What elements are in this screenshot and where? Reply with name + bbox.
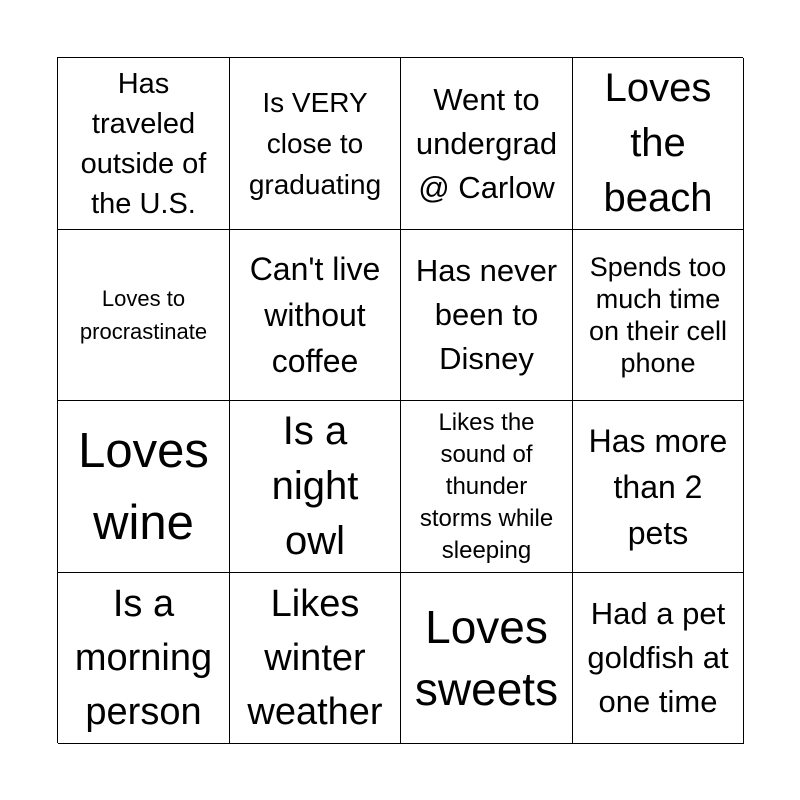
cell-label: Is VERY close to graduating <box>248 87 382 200</box>
cell-label: Is a night owl <box>271 409 359 563</box>
cell-label: Has traveled outside of the U.S. <box>80 67 207 220</box>
bingo-cell-r3c1[interactable] <box>58 401 230 573</box>
bingo-board <box>57 57 743 743</box>
cell-label: Likes winter weather <box>247 583 383 733</box>
bingo-cell-r1c3[interactable] <box>401 58 573 230</box>
cell-label: Loves the beach <box>603 66 713 220</box>
bingo-cell-r2c2[interactable] <box>230 230 401 401</box>
bingo-cell-r4c3[interactable] <box>401 573 573 744</box>
bingo-cell-r2c1[interactable] <box>58 230 230 401</box>
cell-label: Has more than 2 pets <box>588 422 728 551</box>
bingo-cell-r1c2[interactable] <box>230 58 401 230</box>
bingo-cell-r3c4[interactable] <box>573 401 744 573</box>
bingo-cell-r1c1[interactable] <box>58 58 230 230</box>
cell-label: Likes the sound of thunder storms while sleeping <box>419 408 554 564</box>
cell-label: Loves wine <box>78 423 209 550</box>
bingo-cell-r2c4[interactable] <box>573 230 744 401</box>
bingo-cell-r1c4[interactable] <box>573 58 744 230</box>
bingo-cell-r3c3[interactable] <box>401 401 573 573</box>
cell-label: Loves to procrastinate <box>79 286 208 344</box>
cell-label: Is a morning person <box>74 583 213 733</box>
bingo-cell-r2c3[interactable] <box>401 230 573 401</box>
cell-label: Can't live without coffee <box>249 251 381 379</box>
cell-label: Loves sweets <box>414 601 559 715</box>
cell-label: Has never been to Disney <box>415 253 558 376</box>
cell-label: Spends too much time on their cell phone <box>588 252 728 378</box>
bingo-cell-r4c2[interactable] <box>230 573 401 744</box>
cell-label: Went to undergrad @ Carlow <box>415 81 558 205</box>
bingo-cell-r4c4[interactable] <box>573 573 744 744</box>
cell-label: Had a pet goldfish at one time <box>587 596 729 719</box>
bingo-cell-r3c2[interactable] <box>230 401 401 573</box>
bingo-cell-r4c1[interactable] <box>58 573 230 744</box>
